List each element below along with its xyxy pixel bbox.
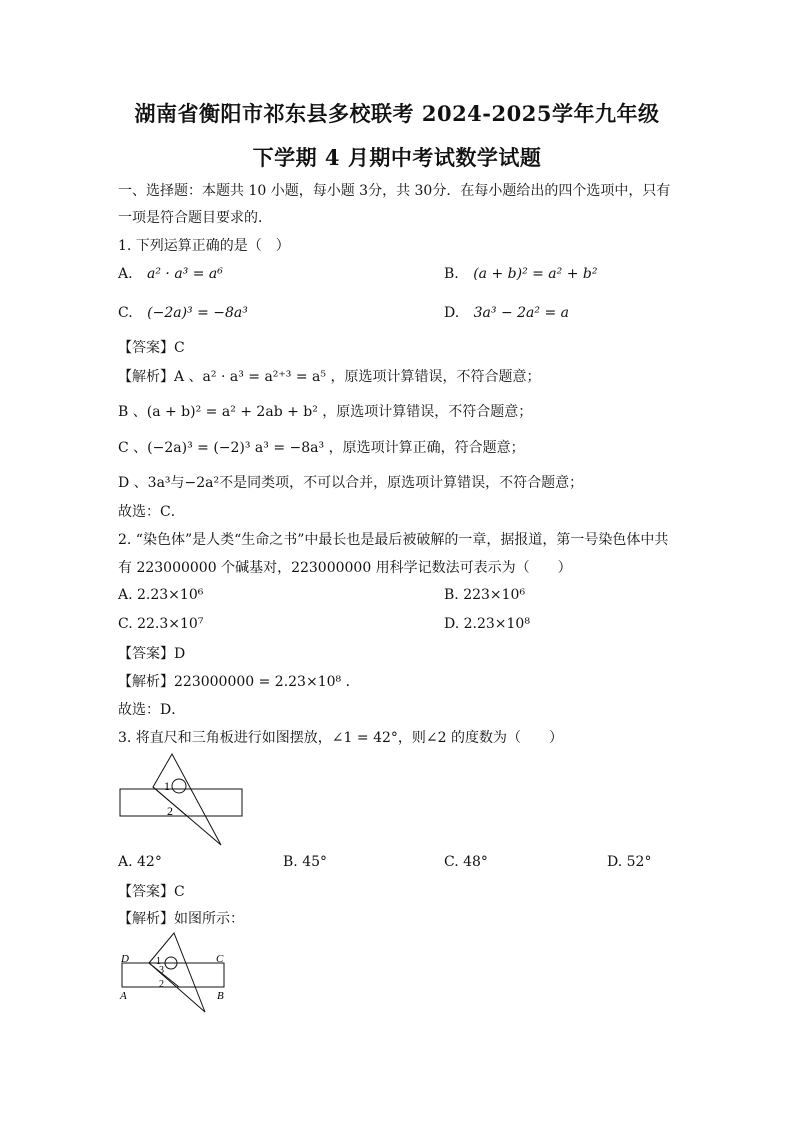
q2-option-a: A. 2.23×10⁶: [118, 587, 204, 603]
q1-option-c-label: C.: [118, 305, 133, 321]
point-d-label: D: [121, 953, 129, 965]
q2-conclusion: 故选：D．: [118, 702, 186, 718]
q3-option-a: A. 42°: [118, 854, 162, 870]
q1-option-d-formula: 3a³ − 2a² = a: [473, 305, 569, 321]
exam-title-line-2: 下学期 4 月期中考试数学试题: [252, 145, 542, 170]
exam-title-line-1: 湖南省衡阳市祁东县多校联考 2024-2025学年九年级: [134, 101, 660, 126]
q1-option-a-formula: a² · a³ = a⁶: [147, 266, 223, 282]
q2-option-c: C. 22.3×10⁷: [118, 616, 204, 632]
ruler-triangle-figure: [116, 752, 248, 848]
q1-option-b-label: B.: [444, 266, 459, 282]
angle-2-label: 2: [167, 804, 173, 818]
angle-1-label: 1: [164, 779, 170, 793]
q2-stem-line-1: 2. “染色体”是人类“生命之书”中最长也是最后被破解的一章，据报道，第一号染色体中共: [118, 532, 669, 548]
q3-answer: 【答案】C: [118, 884, 185, 900]
q3-analysis: 【解析】如图所示：: [118, 911, 244, 927]
q1-option-b: [444, 266, 597, 282]
q1-option-d: [444, 305, 569, 321]
q2-answer: 【答案】D: [118, 646, 186, 662]
q1-conclusion: 故选：C．: [118, 504, 185, 520]
triangle-plate: [149, 933, 205, 1012]
q2-option-d: D. 2.23×10⁸: [444, 616, 530, 632]
q1-answer: 【答案】C: [118, 340, 185, 356]
point-b-label: B: [217, 990, 224, 1002]
q3-stem: 3. 将直尺和三角板进行如图摆放，∠1 = 42°，则∠2 的度数为（ ）: [118, 730, 563, 746]
q1-option-a: [118, 266, 223, 282]
q2-stem-line-2: 有 223000000 个碱基对，223000000 用科学记数法可表示为（ ）: [118, 560, 572, 576]
q3-option-c: C. 48°: [444, 854, 488, 870]
q2-option-b: B. 223×10⁶: [444, 587, 526, 603]
q1-analysis-c: C 、(−2a)³ = (−2)³ a³ = −8a³ ，原选项计算正确，符合题意；: [118, 440, 525, 456]
q1-option-a-label: A.: [118, 266, 133, 282]
section-intro-line-2: 一项是符合题目要求的．: [118, 210, 272, 226]
triangle-edge: [149, 963, 179, 987]
q3-option-b: B. 45°: [283, 854, 328, 870]
labeled-ruler-triangle-figure: [116, 930, 234, 1014]
q1-analysis-a: 【解析】A 、a² · a³ = a²⁺³ = a⁵ ，原选项计算错误，不符合题意；: [118, 369, 541, 385]
angle-2-label: 2: [159, 979, 164, 990]
angle-3-label: 3: [159, 965, 164, 976]
point-c-label: C: [216, 953, 224, 965]
q1-analysis-d: D 、3a³与−2a²不是同类项，不可以合并，原选项计算错误，不符合题意；: [118, 475, 584, 491]
q1-analysis-b: B 、(a + b)² = a² + 2ab + b² ，原选项计算错误，不符合题意；: [118, 404, 533, 420]
q1-stem: 1. 下列运算正确的是（ ）: [118, 238, 290, 254]
triangle-plate: [153, 754, 221, 845]
section-intro-line-1: 一、选择题：本题共 10 小题，每小题 3分，共 30分．在每小题给出的四个选项中，只有: [118, 183, 671, 199]
point-a-label: A: [120, 990, 127, 1002]
angle-1-label: 1: [156, 956, 161, 967]
q3-option-d: D. 52°: [607, 854, 652, 870]
q1-option-c-formula: (−2a)³ = −8a³: [147, 305, 248, 321]
q1-option-c: [118, 305, 248, 321]
q2-analysis: 【解析】223000000 = 2.23×10⁸ ．: [118, 674, 360, 690]
q1-option-b-formula: (a + b)² = a² + b²: [473, 266, 598, 282]
q1-option-d-label: D.: [444, 305, 460, 321]
angle-circle: [172, 779, 186, 793]
